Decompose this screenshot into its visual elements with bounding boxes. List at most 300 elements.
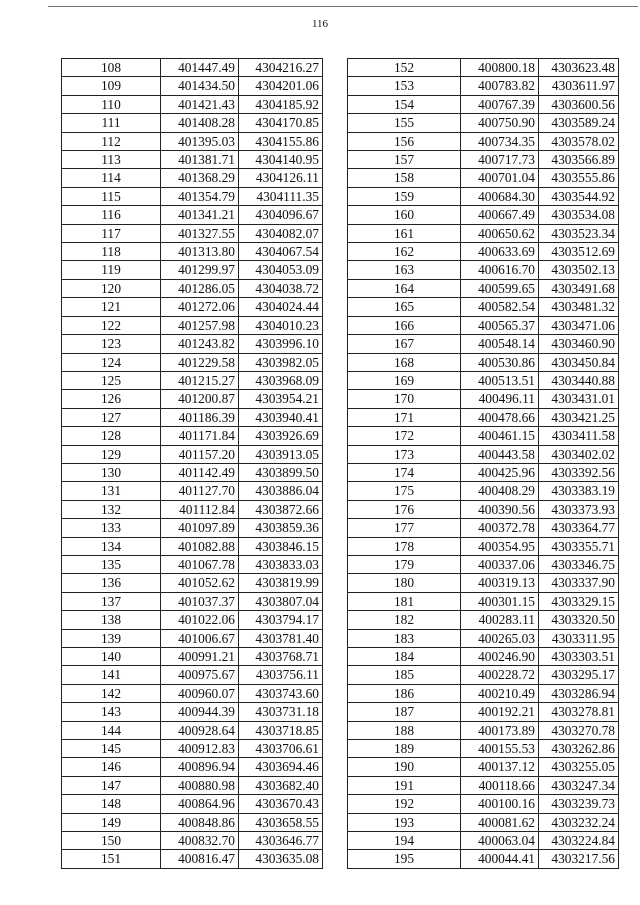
table-row (348, 151, 619, 169)
table-row (62, 169, 323, 187)
y-coordinate-cell: 4303512.69 (539, 243, 619, 261)
table-row (348, 684, 619, 702)
point-number-cell: 185 (348, 666, 461, 684)
y-coordinate-cell: 4303247.34 (539, 776, 619, 794)
point-number-cell: 165 (348, 298, 461, 316)
point-number-cell: 150 (62, 832, 161, 850)
x-coordinate-cell: 400582.54 (461, 298, 539, 316)
x-coordinate-cell: 401286.05 (161, 279, 239, 297)
point-number-cell: 113 (62, 151, 161, 169)
table-row (348, 482, 619, 500)
x-coordinate-cell: 400228.72 (461, 666, 539, 684)
table-row (62, 721, 323, 739)
x-coordinate-cell: 400944.39 (161, 703, 239, 721)
point-number-cell: 116 (62, 206, 161, 224)
point-number-cell: 151 (62, 850, 161, 868)
point-number-cell: 112 (62, 132, 161, 150)
point-number-cell: 139 (62, 629, 161, 647)
x-coordinate-cell: 400513.51 (461, 371, 539, 389)
point-number-cell: 155 (348, 114, 461, 132)
point-number-cell: 188 (348, 721, 461, 739)
table-row (62, 500, 323, 518)
y-coordinate-cell: 4304201.06 (239, 77, 323, 95)
x-coordinate-cell: 400081.62 (461, 813, 539, 831)
point-number-cell: 159 (348, 187, 461, 205)
y-coordinate-cell: 4303224.84 (539, 832, 619, 850)
x-coordinate-cell: 400283.11 (461, 611, 539, 629)
y-coordinate-cell: 4303913.05 (239, 445, 323, 463)
table-row (348, 114, 619, 132)
table-row (62, 684, 323, 702)
table-row (62, 279, 323, 297)
table-row (348, 298, 619, 316)
table-row (62, 335, 323, 353)
point-number-cell: 179 (348, 555, 461, 573)
y-coordinate-cell: 4303278.81 (539, 703, 619, 721)
point-number-cell: 114 (62, 169, 161, 187)
point-number-cell: 122 (62, 316, 161, 334)
y-coordinate-cell: 4303954.21 (239, 390, 323, 408)
x-coordinate-cell: 400928.64 (161, 721, 239, 739)
x-coordinate-cell: 400717.73 (461, 151, 539, 169)
point-number-cell: 181 (348, 592, 461, 610)
x-coordinate-cell: 401037.37 (161, 592, 239, 610)
y-coordinate-cell: 4303329.15 (539, 592, 619, 610)
table-row (348, 427, 619, 445)
table-row (62, 463, 323, 481)
point-number-cell: 132 (62, 500, 161, 518)
x-coordinate-cell: 400960.07 (161, 684, 239, 702)
point-number-cell: 174 (348, 463, 461, 481)
y-coordinate-cell: 4303670.43 (239, 795, 323, 813)
y-coordinate-cell: 4303402.02 (539, 445, 619, 463)
table-row (62, 206, 323, 224)
x-coordinate-cell: 400425.96 (461, 463, 539, 481)
y-coordinate-cell: 4304082.07 (239, 224, 323, 242)
point-number-cell: 175 (348, 482, 461, 500)
point-number-cell: 160 (348, 206, 461, 224)
table-row (62, 243, 323, 261)
x-coordinate-cell: 400848.86 (161, 813, 239, 831)
y-coordinate-cell: 4303600.56 (539, 95, 619, 113)
y-coordinate-cell: 4303392.56 (539, 463, 619, 481)
y-coordinate-cell: 4303481.32 (539, 298, 619, 316)
x-coordinate-cell: 400667.49 (461, 206, 539, 224)
table-row (348, 187, 619, 205)
x-coordinate-cell: 401313.80 (161, 243, 239, 261)
x-coordinate-cell: 401022.06 (161, 611, 239, 629)
x-coordinate-cell: 401368.29 (161, 169, 239, 187)
table-row (62, 629, 323, 647)
point-number-cell: 170 (348, 390, 461, 408)
y-coordinate-cell: 4303421.25 (539, 408, 619, 426)
y-coordinate-cell: 4303262.86 (539, 740, 619, 758)
x-coordinate-cell: 400044.41 (461, 850, 539, 868)
y-coordinate-cell: 4303635.08 (239, 850, 323, 868)
y-coordinate-cell: 4303534.08 (539, 206, 619, 224)
table-row (348, 59, 619, 77)
point-number-cell: 123 (62, 335, 161, 353)
x-coordinate-cell: 400354.95 (461, 537, 539, 555)
y-coordinate-cell: 4304111.35 (239, 187, 323, 205)
y-coordinate-cell: 4303364.77 (539, 519, 619, 537)
point-number-cell: 125 (62, 371, 161, 389)
y-coordinate-cell: 4303872.66 (239, 500, 323, 518)
x-coordinate-cell: 400991.21 (161, 648, 239, 666)
y-coordinate-cell: 4304010.23 (239, 316, 323, 334)
point-number-cell: 141 (62, 666, 161, 684)
coordinates-table-left (61, 58, 323, 869)
x-coordinate-cell: 400701.04 (461, 169, 539, 187)
table-row (348, 666, 619, 684)
table-row (62, 555, 323, 573)
table-row (348, 224, 619, 242)
y-coordinate-cell: 4303411.58 (539, 427, 619, 445)
x-coordinate-cell: 400137.12 (461, 758, 539, 776)
point-number-cell: 187 (348, 703, 461, 721)
x-coordinate-cell: 401006.67 (161, 629, 239, 647)
y-coordinate-cell: 4303578.02 (539, 132, 619, 150)
y-coordinate-cell: 4304067.54 (239, 243, 323, 261)
point-number-cell: 124 (62, 353, 161, 371)
point-number-cell: 129 (62, 445, 161, 463)
table-row (62, 832, 323, 850)
y-coordinate-cell: 4303431.01 (539, 390, 619, 408)
point-number-cell: 136 (62, 574, 161, 592)
point-number-cell: 183 (348, 629, 461, 647)
table-row (348, 648, 619, 666)
x-coordinate-cell: 401395.03 (161, 132, 239, 150)
point-number-cell: 192 (348, 795, 461, 813)
x-coordinate-cell: 400816.47 (161, 850, 239, 868)
x-coordinate-cell: 401067.78 (161, 555, 239, 573)
x-coordinate-cell: 400192.21 (461, 703, 539, 721)
x-coordinate-cell: 400155.53 (461, 740, 539, 758)
x-coordinate-cell: 401341.21 (161, 206, 239, 224)
x-coordinate-cell: 401272.06 (161, 298, 239, 316)
table-row (62, 261, 323, 279)
x-coordinate-cell: 400173.89 (461, 721, 539, 739)
x-coordinate-cell: 401157.20 (161, 445, 239, 463)
table-row (348, 537, 619, 555)
point-number-cell: 108 (62, 59, 161, 77)
point-number-cell: 166 (348, 316, 461, 334)
y-coordinate-cell: 4303768.71 (239, 648, 323, 666)
x-coordinate-cell: 400783.82 (461, 77, 539, 95)
point-number-cell: 186 (348, 684, 461, 702)
table-row (348, 390, 619, 408)
point-number-cell: 121 (62, 298, 161, 316)
table-row (62, 390, 323, 408)
y-coordinate-cell: 4303502.13 (539, 261, 619, 279)
table-row (62, 353, 323, 371)
table-row (62, 795, 323, 813)
point-number-cell: 130 (62, 463, 161, 481)
x-coordinate-cell: 400864.96 (161, 795, 239, 813)
table-row (348, 832, 619, 850)
page-number: 116 (311, 18, 329, 30)
x-coordinate-cell: 401052.62 (161, 574, 239, 592)
x-coordinate-cell: 401097.89 (161, 519, 239, 537)
table-row (348, 353, 619, 371)
y-coordinate-cell: 4304216.27 (239, 59, 323, 77)
y-coordinate-cell: 4303940.41 (239, 408, 323, 426)
y-coordinate-cell: 4303756.11 (239, 666, 323, 684)
y-coordinate-cell: 4303566.89 (539, 151, 619, 169)
table-row (62, 151, 323, 169)
point-number-cell: 131 (62, 482, 161, 500)
y-coordinate-cell: 4303311.95 (539, 629, 619, 647)
table-row (348, 758, 619, 776)
y-coordinate-cell: 4303555.86 (539, 169, 619, 187)
point-number-cell: 154 (348, 95, 461, 113)
table-row (348, 519, 619, 537)
x-coordinate-cell: 401082.88 (161, 537, 239, 555)
y-coordinate-cell: 4303589.24 (539, 114, 619, 132)
point-number-cell: 169 (348, 371, 461, 389)
x-coordinate-cell: 400565.37 (461, 316, 539, 334)
point-number-cell: 146 (62, 758, 161, 776)
point-number-cell: 163 (348, 261, 461, 279)
y-coordinate-cell: 4303232.24 (539, 813, 619, 831)
x-coordinate-cell: 400548.14 (461, 335, 539, 353)
y-coordinate-cell: 4303295.17 (539, 666, 619, 684)
point-number-cell: 117 (62, 224, 161, 242)
x-coordinate-cell: 400880.98 (161, 776, 239, 794)
y-coordinate-cell: 4303239.73 (539, 795, 619, 813)
x-coordinate-cell: 400496.11 (461, 390, 539, 408)
table-row (348, 555, 619, 573)
point-number-cell: 127 (62, 408, 161, 426)
point-number-cell: 195 (348, 850, 461, 868)
table-row (348, 500, 619, 518)
y-coordinate-cell: 4303833.03 (239, 555, 323, 573)
x-coordinate-cell: 401127.70 (161, 482, 239, 500)
x-coordinate-cell: 400734.35 (461, 132, 539, 150)
y-coordinate-cell: 4303471.06 (539, 316, 619, 334)
point-number-cell: 120 (62, 279, 161, 297)
point-number-cell: 162 (348, 243, 461, 261)
x-coordinate-cell: 401257.98 (161, 316, 239, 334)
point-number-cell: 126 (62, 390, 161, 408)
point-number-cell: 152 (348, 59, 461, 77)
x-coordinate-cell: 401434.50 (161, 77, 239, 95)
point-number-cell: 182 (348, 611, 461, 629)
table-row (348, 445, 619, 463)
y-coordinate-cell: 4303718.85 (239, 721, 323, 739)
x-coordinate-cell: 400800.18 (461, 59, 539, 77)
x-coordinate-cell: 400390.56 (461, 500, 539, 518)
x-coordinate-cell: 400896.94 (161, 758, 239, 776)
y-coordinate-cell: 4304038.72 (239, 279, 323, 297)
x-coordinate-cell: 400650.62 (461, 224, 539, 242)
point-number-cell: 134 (62, 537, 161, 555)
x-coordinate-cell: 400599.65 (461, 279, 539, 297)
x-coordinate-cell: 401215.27 (161, 371, 239, 389)
x-coordinate-cell: 400100.16 (461, 795, 539, 813)
coordinates-table-right (347, 58, 619, 869)
table-row (62, 408, 323, 426)
y-coordinate-cell: 4303859.36 (239, 519, 323, 537)
point-number-cell: 111 (62, 114, 161, 132)
x-coordinate-cell: 401112.84 (161, 500, 239, 518)
point-number-cell: 115 (62, 187, 161, 205)
table-row (62, 445, 323, 463)
table-row (62, 316, 323, 334)
y-coordinate-cell: 4303337.90 (539, 574, 619, 592)
table-row (348, 261, 619, 279)
x-coordinate-cell: 400118.66 (461, 776, 539, 794)
table-row (62, 611, 323, 629)
point-number-cell: 145 (62, 740, 161, 758)
table-row (62, 537, 323, 555)
point-number-cell: 176 (348, 500, 461, 518)
table-row (62, 813, 323, 831)
x-coordinate-cell: 400301.15 (461, 592, 539, 610)
x-coordinate-cell: 401186.39 (161, 408, 239, 426)
x-coordinate-cell: 400912.83 (161, 740, 239, 758)
y-coordinate-cell: 4304096.67 (239, 206, 323, 224)
point-number-cell: 194 (348, 832, 461, 850)
table-row (62, 95, 323, 113)
table-row (348, 592, 619, 610)
table-row (62, 776, 323, 794)
table-row (62, 850, 323, 868)
table-row (348, 132, 619, 150)
x-coordinate-cell: 400210.49 (461, 684, 539, 702)
x-coordinate-cell: 400767.39 (461, 95, 539, 113)
point-number-cell: 180 (348, 574, 461, 592)
y-coordinate-cell: 4303926.69 (239, 427, 323, 445)
x-coordinate-cell: 401447.49 (161, 59, 239, 77)
x-coordinate-cell: 400750.90 (461, 114, 539, 132)
point-number-cell: 149 (62, 813, 161, 831)
y-coordinate-cell: 4303355.71 (539, 537, 619, 555)
y-coordinate-cell: 4303658.55 (239, 813, 323, 831)
table-row (62, 648, 323, 666)
point-number-cell: 133 (62, 519, 161, 537)
y-coordinate-cell: 4303623.48 (539, 59, 619, 77)
x-coordinate-cell: 401327.55 (161, 224, 239, 242)
y-coordinate-cell: 4303320.50 (539, 611, 619, 629)
point-number-cell: 172 (348, 427, 461, 445)
table-row (348, 316, 619, 334)
y-coordinate-cell: 4303807.04 (239, 592, 323, 610)
x-coordinate-cell: 401229.58 (161, 353, 239, 371)
y-coordinate-cell: 4303346.75 (539, 555, 619, 573)
top-rule (48, 6, 638, 7)
point-number-cell: 118 (62, 243, 161, 261)
table-row (348, 408, 619, 426)
y-coordinate-cell: 4303743.60 (239, 684, 323, 702)
table-row (62, 427, 323, 445)
table-row (348, 703, 619, 721)
y-coordinate-cell: 4303846.15 (239, 537, 323, 555)
table-row (348, 611, 619, 629)
table-row (62, 740, 323, 758)
y-coordinate-cell: 4303794.17 (239, 611, 323, 629)
x-coordinate-cell: 401299.97 (161, 261, 239, 279)
point-number-cell: 142 (62, 684, 161, 702)
y-coordinate-cell: 4303611.97 (539, 77, 619, 95)
y-coordinate-cell: 4303819.99 (239, 574, 323, 592)
table-row (62, 519, 323, 537)
y-coordinate-cell: 4303982.05 (239, 353, 323, 371)
table-row (348, 721, 619, 739)
table-row (348, 77, 619, 95)
y-coordinate-cell: 4303217.56 (539, 850, 619, 868)
y-coordinate-cell: 4303886.04 (239, 482, 323, 500)
y-coordinate-cell: 4303899.50 (239, 463, 323, 481)
point-number-cell: 190 (348, 758, 461, 776)
y-coordinate-cell: 4303491.68 (539, 279, 619, 297)
x-coordinate-cell: 400530.86 (461, 353, 539, 371)
y-coordinate-cell: 4304185.92 (239, 95, 323, 113)
y-coordinate-cell: 4303544.92 (539, 187, 619, 205)
y-coordinate-cell: 4303303.51 (539, 648, 619, 666)
table-row (62, 187, 323, 205)
table-row (62, 298, 323, 316)
point-number-cell: 189 (348, 740, 461, 758)
y-coordinate-cell: 4303450.84 (539, 353, 619, 371)
x-coordinate-cell: 400265.03 (461, 629, 539, 647)
point-number-cell: 143 (62, 703, 161, 721)
x-coordinate-cell: 400337.06 (461, 555, 539, 573)
point-number-cell: 148 (62, 795, 161, 813)
table-row (348, 740, 619, 758)
table-row (62, 703, 323, 721)
x-coordinate-cell: 400478.66 (461, 408, 539, 426)
point-number-cell: 156 (348, 132, 461, 150)
table-row (348, 463, 619, 481)
x-coordinate-cell: 400408.29 (461, 482, 539, 500)
y-coordinate-cell: 4304024.44 (239, 298, 323, 316)
point-number-cell: 138 (62, 611, 161, 629)
table-row (348, 850, 619, 868)
y-coordinate-cell: 4303968.09 (239, 371, 323, 389)
point-number-cell: 140 (62, 648, 161, 666)
table-row (348, 243, 619, 261)
point-number-cell: 164 (348, 279, 461, 297)
x-coordinate-cell: 400461.15 (461, 427, 539, 445)
y-coordinate-cell: 4304053.09 (239, 261, 323, 279)
point-number-cell: 193 (348, 813, 461, 831)
x-coordinate-cell: 400616.70 (461, 261, 539, 279)
y-coordinate-cell: 4303694.46 (239, 758, 323, 776)
y-coordinate-cell: 4303270.78 (539, 721, 619, 739)
point-number-cell: 144 (62, 721, 161, 739)
table-row (62, 758, 323, 776)
point-number-cell: 158 (348, 169, 461, 187)
table-row (348, 335, 619, 353)
y-coordinate-cell: 4303255.05 (539, 758, 619, 776)
y-coordinate-cell: 4304155.86 (239, 132, 323, 150)
y-coordinate-cell: 4303706.61 (239, 740, 323, 758)
table-row (348, 795, 619, 813)
y-coordinate-cell: 4303523.34 (539, 224, 619, 242)
x-coordinate-cell: 401200.87 (161, 390, 239, 408)
point-number-cell: 147 (62, 776, 161, 794)
x-coordinate-cell: 400246.90 (461, 648, 539, 666)
table-row (62, 224, 323, 242)
table-row (62, 574, 323, 592)
table-row (62, 77, 323, 95)
point-number-cell: 110 (62, 95, 161, 113)
table-row (348, 813, 619, 831)
y-coordinate-cell: 4303440.88 (539, 371, 619, 389)
table-row (62, 666, 323, 684)
point-number-cell: 153 (348, 77, 461, 95)
